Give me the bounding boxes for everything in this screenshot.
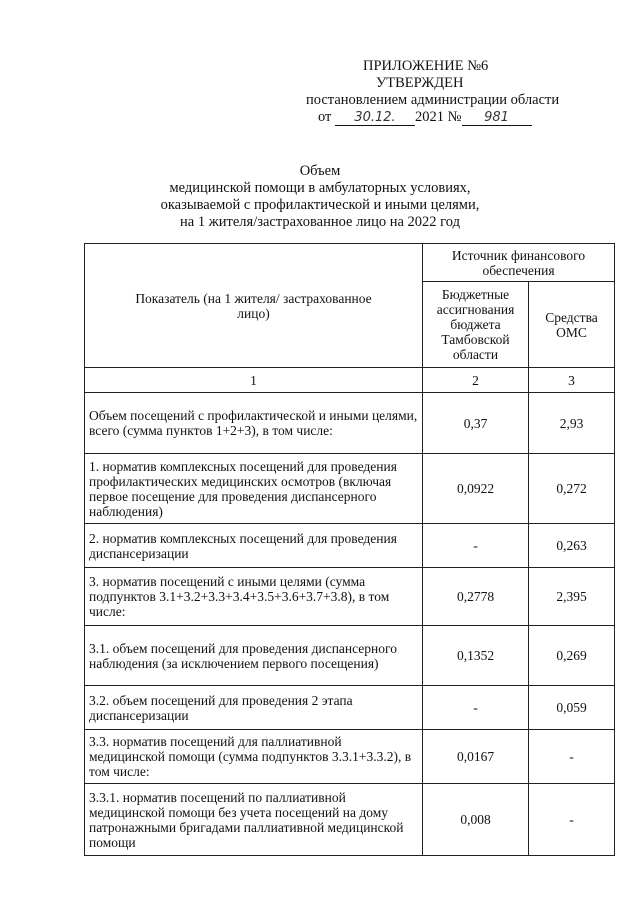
row-oms-value: 2,395: [529, 568, 615, 626]
table-row: [85, 524, 615, 568]
row-oms-value: 0,059: [529, 686, 615, 730]
title-line-1: Объем: [299, 163, 341, 179]
column-number: 2: [423, 368, 529, 393]
row-indicator: 1. норматив комплексных посещений для проведения профилактических медицинских осмотров (включая первое посещение для проведения диспансерного наблюдения): [85, 454, 423, 524]
row-budget-value: 0,37: [423, 393, 529, 454]
title-line-2: медицинской помощи в амбулаторных условиях,: [169, 180, 471, 196]
handwritten-number: 981: [462, 111, 532, 126]
row-oms-value: 0,263: [529, 524, 615, 568]
head-source: Источник финансового обеспечения: [423, 244, 615, 282]
head-oms: Средства ОМС: [529, 282, 615, 368]
row-budget-value: 0,2778: [423, 568, 529, 626]
head-budget: Бюджетные ассигнования бюджета Тамбовской области: [423, 282, 529, 368]
row-budget-value: 0,1352: [423, 626, 529, 686]
row-budget-value: -: [423, 686, 529, 730]
row-budget-value: -: [423, 524, 529, 568]
from-label: от: [318, 109, 332, 125]
row-indicator: 3.3. норматив посещений для паллиативной медицинской помощи (сумма подпунктов 3.3.1+3.3.2), в том числе:: [85, 730, 423, 784]
table-row: [85, 784, 615, 856]
approved-label: УТВЕРЖДЕН: [376, 75, 464, 91]
resolution-date-line: [318, 109, 532, 126]
row-oms-value: -: [529, 784, 615, 856]
column-number: 1: [85, 368, 423, 393]
row-indicator: 3.3.1. норматив посещений по паллиативной медицинской помощи без учета посещений на дому патронажными бригадами паллиативной медицинской помощи: [85, 784, 423, 856]
row-indicator: 3. норматив посещений с иными целями (сумма подпунктов 3.1+3.2+3.3+3.4+3.5+3.6+3.7+3.8), в том числе:: [85, 568, 423, 626]
row-oms-value: 2,93: [529, 393, 615, 454]
row-indicator: 2. норматив комплексных посещений для проведения диспансеризации: [85, 524, 423, 568]
table-row: [85, 686, 615, 730]
head-indicator: Показатель (на 1 жителя/ застрахованное лицо): [85, 244, 423, 368]
row-oms-value: -: [529, 730, 615, 784]
row-budget-value: 0,0922: [423, 454, 529, 524]
table-head-row-1: [85, 244, 615, 282]
table-number-row: [85, 368, 615, 393]
appendix-label: ПРИЛОЖЕНИЕ №6: [363, 58, 489, 74]
row-indicator: 3.1. объем посещений для проведения диспансерного наблюдения (за исключением первого посещения): [85, 626, 423, 686]
row-oms-value: 0,269: [529, 626, 615, 686]
column-number: 3: [529, 368, 615, 393]
row-indicator: 3.2. объем посещений для проведения 2 этапа диспансеризации: [85, 686, 423, 730]
title-line-3: оказываемой с профилактической и иными целями,: [160, 197, 480, 213]
year-number-label: 2021 №: [415, 109, 462, 125]
table-row: [85, 454, 615, 524]
resolution-label: постановлением администрации области: [306, 92, 560, 108]
row-budget-value: 0,008: [423, 784, 529, 856]
document-title: [90, 163, 550, 231]
handwritten-date: 30.12.: [335, 111, 415, 126]
table-row: [85, 393, 615, 454]
title-line-4: на 1 жителя/застрахованное лицо на 2022 год: [180, 214, 460, 230]
row-budget-value: 0,0167: [423, 730, 529, 784]
table-row: [85, 626, 615, 686]
table-row: [85, 568, 615, 626]
row-oms-value: 0,272: [529, 454, 615, 524]
table-row: [85, 730, 615, 784]
row-indicator: Объем посещений с профилактической и иными целями, всего (сумма пунктов 1+2+3), в том числе:: [85, 393, 423, 454]
volume-table: [84, 243, 615, 856]
